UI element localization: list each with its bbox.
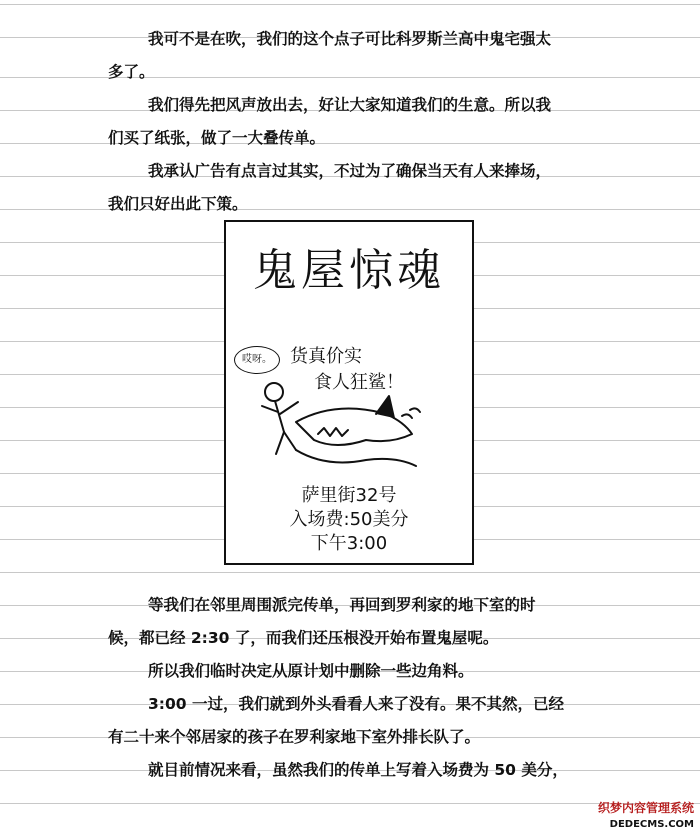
water-wave (296, 450, 416, 466)
flyer-tagline-1: 货真价实 (290, 346, 362, 367)
text-line-3: 我们得先把风声放出去，好让大家知道我们的生意。所以我 (148, 96, 552, 114)
flyer-tagline-2: 食人狂鲨！ (314, 372, 404, 393)
shark-teeth (318, 428, 348, 436)
text-line-8: 候，都已经 2:30 了，而我们还压根没开始布置鬼屋呢。 (108, 629, 499, 647)
flyer-fee: 入场费:50美分 (289, 509, 409, 530)
haunted-house-flyer (224, 220, 474, 565)
kid-arm-left (262, 406, 278, 412)
flyer-address: 萨里街32号 (301, 485, 397, 506)
text-line-6: 我们只好出此下策。 (108, 195, 248, 213)
text-line-10: 3:00 一过，我们就到外头看看人来了没有。果不其然，已经 (148, 695, 564, 713)
text-line-2: 多了。 (108, 63, 155, 81)
kid-arm-right (280, 402, 298, 414)
speech-bubble: 哎呀。 (234, 346, 280, 374)
text-line-1: 我可不是在吹，我们的这个点子可比科罗斯兰高中鬼宅强太 (148, 30, 552, 48)
text-line-11: 有二十来个邻居家的孩子在罗利家地下室外排长队了。 (108, 728, 481, 746)
kid-body (275, 401, 284, 432)
text-line-4: 们买了纸张，做了一大叠传单。 (108, 129, 326, 147)
text-line-9: 所以我们临时决定从原计划中删除一些边角料。 (148, 662, 474, 680)
flyer-time: 下午3:00 (310, 533, 388, 554)
flyer-title: 鬼屋惊魂 (253, 245, 445, 296)
shark-fin (376, 396, 394, 418)
kid-leg-right (284, 432, 296, 450)
text-line-5: 我承认广告有点言过其实，不过为了确保当天有人来捧场， (148, 162, 552, 180)
text-line-12: 就目前情况来看，虽然我们的传单上写着入场费为 50 美分， (148, 761, 568, 779)
watermark-line-2: DEDECMS.COM (609, 819, 694, 830)
shark-body (296, 409, 412, 445)
kid-and-shark-illustration (226, 370, 472, 480)
kid-head (265, 383, 283, 401)
kid-leg-left (276, 432, 284, 454)
splash-marks (402, 408, 420, 418)
text-line-7: 等我们在邻里周围派完传单，再回到罗利家的地下室的时 (148, 596, 536, 614)
watermark-line-1: 织梦内容管理系统 (597, 801, 694, 815)
